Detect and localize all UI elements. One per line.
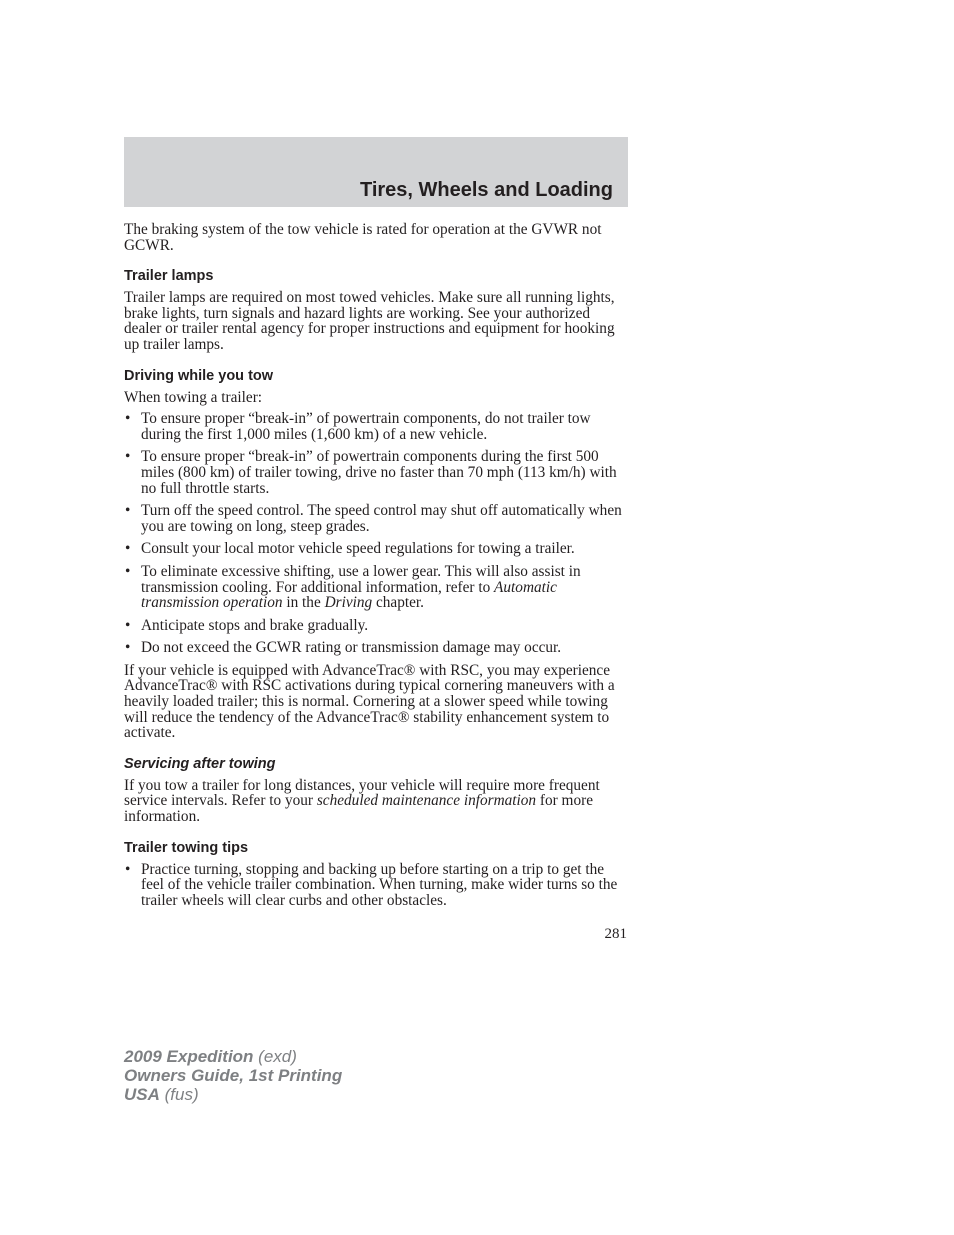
bullet-glyph: • [125, 860, 131, 878]
page-content [124, 222, 628, 915]
footer-line-edition: Owners Guide, 1st Printing [124, 1066, 343, 1085]
bullet-glyph: • [125, 639, 131, 657]
bullet-glyph: • [125, 616, 131, 634]
footer-line-model: 2009 Expedition (exd) [124, 1047, 297, 1066]
trailer-lamps-paragraph: Trailer lamps are required on most towed vehicles. Make sure all running lights, brake lights, turn signals and hazard lights are working. See your authorized dealer or trailer rental agency for proper instructions and equipment for hooking up trailer lamps. [124, 289, 615, 353]
list-item: • To ensure proper “break-in” of powertrain components, do not trailer tow during the first 1,000 miles (1,600 km) of a new vehicle. [125, 410, 591, 443]
bullet-glyph: • [125, 410, 131, 428]
driving-bullet-list [124, 411, 628, 656]
heading-servicing-after-towing: Servicing after towing [124, 755, 276, 772]
list-item: • Practice turning, stopping and backing up before starting on a trip to get the feel of the vehicle trailer combination. When turning, make wider turns so the trailer wheels will clear curbs and other obstacles. [125, 860, 618, 909]
advancetrac-paragraph: If your vehicle is equipped with AdvanceTrac® with RSC, you may experience AdvanceTrac® with RSC activations during typical cornering maneuvers with a heavily loaded trailer; this is normal. Cornering at a slower speed while towing will reduce the tendency of the AdvanceTrac® stability enhancement system to activate. [124, 661, 615, 742]
list-item: • Turn off the speed control. The speed control may shut off automatically when you are towing on long, steep grades. [125, 502, 622, 535]
servicing-paragraph: If you tow a trailer for long distances, your vehicle will require more frequent service intervals. Refer to your scheduled maintenance information for more information. [124, 776, 600, 826]
bullet-glyph: • [125, 562, 131, 580]
list-item: • Consult your local motor vehicle speed regulations for towing a trailer. [125, 540, 575, 558]
cross-reference: Automatic transmission operation [141, 578, 557, 612]
heading-trailer-lamps: Trailer lamps [124, 268, 214, 285]
section-header-band [124, 137, 628, 207]
tips-bullet-list [124, 862, 628, 909]
page-number: 281 [604, 926, 627, 942]
heading-driving-while-you-tow: Driving while you tow [124, 367, 274, 384]
list-item: • To ensure proper “break-in” of powertrain components during the first 500 miles (800 km) of trailer towing, drive no faster than 70 mph (113 km/h) with no full throttle starts. [125, 448, 617, 497]
list-item: • To eliminate excessive shifting, use a lower gear. This will also assist in transmission cooling. For additional information, refer to Automatic transmission operation in the Driving chapter. [125, 562, 581, 612]
cross-reference: Driving [324, 594, 373, 612]
driving-lead: When towing a trailer: [124, 388, 263, 406]
cross-reference: scheduled maintenance information [316, 792, 537, 810]
bullet-glyph: • [125, 540, 131, 558]
heading-trailer-towing-tips: Trailer towing tips [124, 839, 249, 856]
list-item: • Anticipate stops and brake gradually. [125, 616, 369, 634]
document-footer [124, 1047, 342, 1104]
bullet-glyph: • [125, 448, 131, 466]
intro-paragraph: The braking system of the tow vehicle is rated for operation at the GVWR not GCWR. [124, 221, 602, 254]
footer-line-market: USA (fus) [124, 1085, 199, 1104]
bullet-glyph: • [125, 502, 131, 520]
list-item: • Do not exceed the GCWR rating or transmission damage may occur. [125, 639, 562, 657]
section-title: Tires, Wheels and Loading [359, 179, 613, 201]
